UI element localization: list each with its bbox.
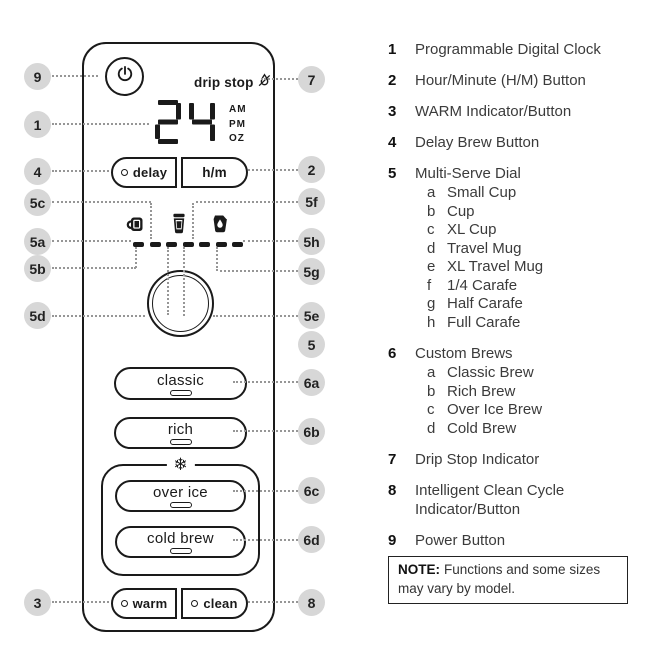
callout-2: 2 — [298, 156, 325, 183]
callout-5b: 5b — [24, 255, 51, 282]
callout-5a: 5a — [24, 228, 51, 255]
cold-brew-label: cold brew — [147, 530, 214, 547]
drip-stop-icon — [258, 73, 271, 92]
legend-sub-item: a Classic Brew — [427, 364, 534, 381]
legend-item-1 — [388, 40, 644, 59]
callout-6c: 6c — [298, 477, 325, 504]
leader-6c — [233, 490, 298, 492]
callout-5d: 5d — [24, 302, 51, 329]
legend-sub-item: d Cold Brew — [427, 419, 517, 437]
legend-sub-item: b Rich Brew — [427, 382, 516, 400]
callout-6a: 6a — [298, 369, 325, 396]
callout-8: 8 — [298, 589, 325, 616]
drip-stop-indicator — [194, 73, 271, 92]
over-ice-indicator — [170, 502, 192, 508]
classic-brew-button[interactable] — [114, 367, 247, 400]
clock-unit-labels — [229, 103, 247, 147]
leader-5b — [52, 267, 136, 269]
legend-sub-item: b Cup — [427, 202, 475, 220]
power-button[interactable] — [105, 57, 144, 96]
legend-num: 2 — [388, 72, 397, 89]
legend-num: 9 — [388, 532, 397, 549]
legend-num: 3 — [388, 103, 397, 120]
legend-item-6 — [388, 344, 644, 438]
cold-brew-button[interactable] — [115, 526, 246, 558]
carafe-icon — [209, 212, 231, 239]
multi-serve-dial[interactable] — [147, 270, 214, 337]
note-box — [388, 556, 628, 604]
over-ice-label: over ice — [153, 484, 208, 501]
dial-scale-dashes — [133, 242, 243, 247]
leader-8 — [248, 601, 298, 603]
leader-5c — [52, 201, 151, 203]
leader-4 — [52, 170, 109, 172]
legend-item-4 — [388, 133, 644, 152]
legend-sub-item: g Half Carafe — [427, 295, 523, 312]
legend-item-3 — [388, 102, 644, 121]
legend-item-5 — [388, 164, 644, 332]
legend-sub-item: c Over Ice Brew — [427, 401, 543, 418]
note-text: Functions and some sizes may vary by model. — [398, 562, 601, 596]
leader-5b-vertical — [135, 247, 137, 268]
leader-5e-vertical — [183, 247, 185, 316]
note-prefix: NOTE: — [398, 562, 440, 577]
legend-label: Programmable Digital Clock — [415, 41, 601, 58]
leader-1 — [52, 123, 149, 125]
leader-5f-vertical — [192, 203, 194, 239]
legend-num: 5 — [388, 165, 397, 182]
legend-sub-item: c XL Cup — [427, 221, 497, 238]
leader-2 — [248, 169, 298, 171]
pm-label: PM — [229, 118, 246, 130]
leader-7 — [261, 78, 298, 80]
legend-label: Custom Brews — [415, 345, 513, 362]
digital-clock-display — [154, 100, 216, 144]
leader-6b — [233, 430, 298, 432]
control-panel — [82, 42, 275, 632]
legend-label: Drip Stop Indicator — [415, 451, 540, 468]
warm-button[interactable] — [111, 588, 177, 619]
callout-7: 7 — [298, 66, 325, 93]
legend-sub-item: f 1/4 Carafe — [427, 276, 518, 294]
legend-item-2 — [388, 71, 644, 90]
snowflake-icon: ❄ — [166, 455, 194, 475]
legend-num: 4 — [388, 134, 397, 151]
callout-5h: 5h — [298, 228, 325, 255]
legend-label: WARM Indicator/Button — [415, 103, 572, 120]
over-ice-brew-button[interactable] — [115, 480, 246, 512]
leader-3 — [52, 601, 109, 603]
leader-6a — [233, 381, 298, 383]
legend-label: Delay Brew Button — [415, 134, 540, 151]
legend-sub-item: h Full Carafe — [427, 313, 521, 331]
callout-1: 1 — [24, 111, 51, 138]
power-icon — [115, 64, 135, 89]
delay-indicator-dot — [121, 169, 128, 176]
legend-sub-item: a Small Cup — [427, 184, 517, 201]
am-label: AM — [229, 104, 247, 115]
clean-button[interactable] — [181, 588, 248, 619]
legend-num: 7 — [388, 451, 397, 468]
warm-label: warm — [132, 596, 168, 611]
cold-brew-indicator — [170, 548, 192, 554]
clean-label: clean — [203, 596, 238, 611]
leader-5c-vertical — [150, 203, 152, 239]
leader-5d-vertical — [167, 247, 169, 315]
delay-button[interactable] — [111, 157, 177, 188]
legend-item-7 — [388, 450, 644, 469]
leader-5f — [196, 201, 298, 203]
callout-5g: 5g — [298, 258, 325, 285]
leader-5d — [52, 315, 145, 317]
callout-5c: 5c — [24, 189, 51, 216]
rich-brew-button[interactable] — [114, 417, 247, 449]
callout-3: 3 — [24, 589, 51, 616]
delay-label: delay — [132, 165, 168, 180]
leader-5g — [220, 270, 298, 272]
callout-4: 4 — [24, 158, 51, 185]
callout-6d: 6d — [298, 526, 325, 553]
legend-sub-item: e XL Travel Mug — [427, 258, 544, 275]
leader-5h — [243, 240, 298, 242]
classic-indicator — [170, 390, 192, 396]
leader-5g-vertical — [216, 247, 218, 271]
legend — [388, 40, 644, 562]
callout-5: 5 — [298, 331, 325, 358]
legend-num: 1 — [388, 41, 397, 58]
callout-5f: 5f — [298, 188, 325, 215]
rich-label: rich — [167, 421, 194, 438]
classic-label: classic — [156, 371, 205, 389]
warm-indicator-dot — [121, 600, 128, 607]
legend-num: 6 — [388, 345, 397, 362]
travel-mug-icon — [170, 212, 188, 239]
callout-6b: 6b — [298, 418, 325, 445]
drip-stop-label: drip stop — [194, 75, 254, 90]
legend-label: Multi-Serve Dial — [415, 165, 521, 182]
hour-minute-button[interactable] — [181, 157, 248, 188]
leader-6d — [233, 539, 298, 541]
hm-label: h/m — [202, 165, 227, 180]
legend-label: Intelligent Clean Cycle Indicator/Button — [415, 482, 565, 518]
multi-serve-dial-knob — [152, 275, 209, 332]
callout-5e: 5e — [298, 302, 325, 329]
oz-label: OZ — [229, 133, 245, 144]
legend-sub-item: d Travel Mug — [427, 239, 522, 257]
clean-indicator-dot — [191, 600, 198, 607]
legend-item-9 — [388, 531, 644, 550]
legend-label: Hour/Minute (H/M) Button — [415, 72, 586, 89]
legend-label: Power Button — [415, 532, 506, 549]
leader-9 — [52, 75, 98, 77]
leader-5e — [213, 315, 298, 317]
callout-9: 9 — [24, 63, 51, 90]
rich-indicator — [170, 439, 192, 445]
legend-num: 8 — [388, 482, 397, 499]
leader-5a — [52, 240, 131, 242]
legend-item-8 — [388, 481, 644, 519]
mug-icon — [124, 214, 146, 239]
